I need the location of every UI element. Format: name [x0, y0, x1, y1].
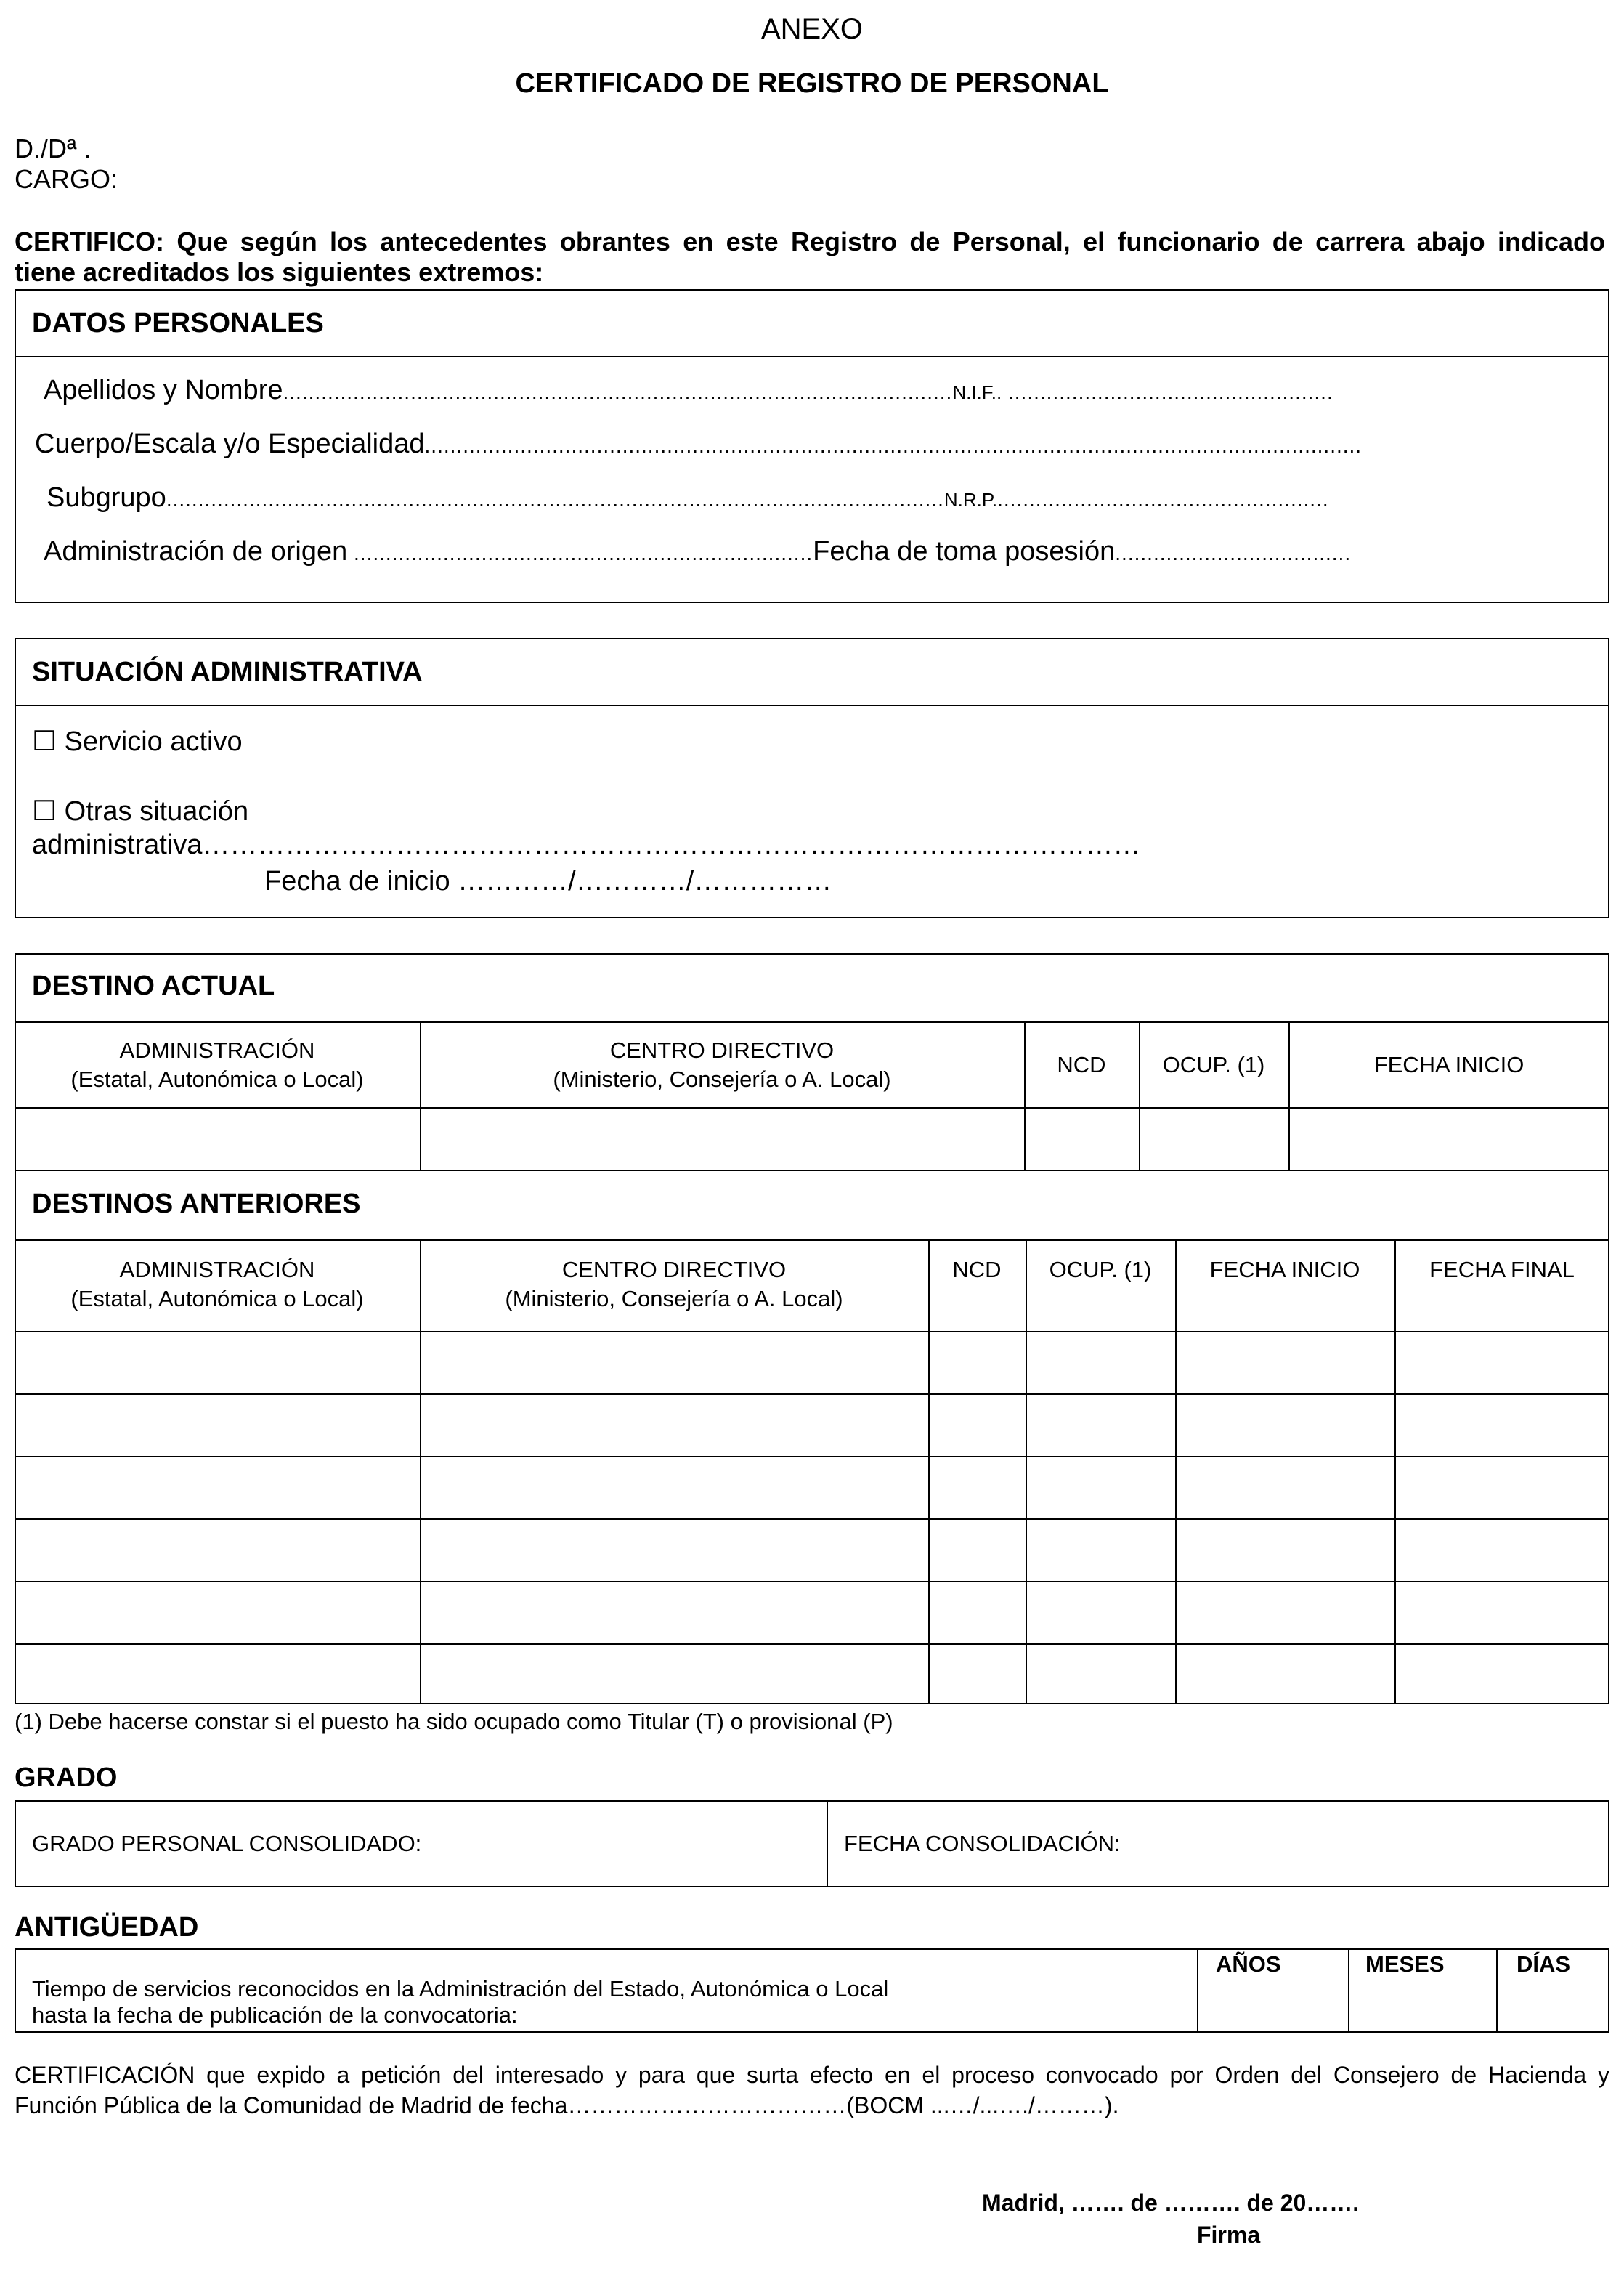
corps-dots: ...................................................................................................................................................	[424, 434, 1363, 457]
checkbox-icon[interactable]: ☐	[32, 796, 57, 827]
current-col-center-sub: (Ministerio, Consejería o A. Local)	[553, 1066, 891, 1092]
previous-col-line	[1175, 1239, 1177, 1704]
previous-col-line	[1394, 1239, 1396, 1704]
previous-col-start: FECHA INICIO	[1209, 1257, 1360, 1282]
previous-col-admin	[15, 1255, 420, 1313]
annex-label: ANEXO	[760, 13, 864, 45]
origin-label: Administración de origen	[44, 536, 348, 567]
situation-divider	[15, 705, 1609, 706]
closing-line-2: Función Pública de la Comunidad de Madrid de fecha………………………………(BOCM ...…/...…./………).	[15, 2092, 1119, 2118]
possession-dots: .....................................	[1115, 542, 1352, 564]
seniority-col-months: MESES	[1365, 1951, 1445, 1977]
certify-line-2: tiene acreditados los siguientes extremos:	[15, 257, 544, 287]
seniority-heading: ANTIGÜEDAD	[15, 1912, 199, 1943]
previous-posts-heading: DESTINOS ANTERIORES	[32, 1189, 361, 1219]
previous-col-ncd: NCD	[952, 1257, 1002, 1282]
name-dots: .........................................................................................................	[283, 381, 953, 403]
seniority-col-line	[1496, 1948, 1498, 2033]
current-col-start: FECHA INICIO	[1373, 1052, 1524, 1077]
grade-date-label: FECHA CONSOLIDACIÓN:	[844, 1831, 1121, 1856]
other-situation-dots: …………………………………………………………………………………………	[202, 830, 1141, 860]
current-row-bottom	[15, 1170, 1609, 1171]
previous-header-top	[15, 1239, 1609, 1241]
current-col-ncd: NCD	[1057, 1052, 1106, 1077]
closing-line-1: CERTIFICACIÓN que expido a petición del interesado y para que surta efecto en el proceso convocado por Orden del Consejero de Hacienda y	[15, 2062, 1609, 2088]
grade-consolidated-label: GRADO PERSONAL CONSOLIDADO:	[32, 1831, 422, 1856]
situation-heading: SITUACIÓN ADMINISTRATIVA	[32, 657, 423, 687]
seniority-col-days: DÍAS	[1517, 1951, 1571, 1977]
personal-subgroup-row	[46, 482, 1329, 514]
grade-divider	[827, 1800, 828, 1887]
current-col-line	[1288, 1021, 1290, 1170]
current-col-admin-sub: (Estatal, Autonómica o Local)	[70, 1066, 364, 1092]
previous-row-line	[15, 1393, 1609, 1395]
start-date-dots: …………/…………/……………	[450, 866, 832, 896]
current-post-heading: DESTINO ACTUAL	[32, 971, 275, 1001]
seniority-col-years: AÑOS	[1216, 1951, 1281, 1977]
nrp-label: N.R.P.	[943, 489, 998, 511]
nrp-dots: ....................................................	[997, 488, 1329, 511]
origin-dots: ........................................................................	[347, 542, 813, 564]
previous-row-line	[15, 1643, 1609, 1645]
current-col-admin	[15, 1036, 420, 1094]
previous-header-bottom	[15, 1331, 1609, 1332]
personal-origin-row	[44, 536, 1351, 567]
previous-col-line	[928, 1239, 930, 1704]
previous-col-center-title: CENTRO DIRECTIVO	[561, 1257, 787, 1282]
other-situation-label: Otras situación	[64, 796, 249, 827]
nif-label: N.I.F..	[952, 381, 1002, 403]
seniority-text-2: hasta la fecha de publicación de la convocatoria:	[32, 2002, 518, 2028]
seniority-col-line	[1348, 1948, 1349, 2033]
personal-divider	[15, 356, 1609, 357]
current-col-admin-title: ADMINISTRACIÓN	[119, 1037, 315, 1063]
grade-heading: GRADO	[15, 1762, 118, 1793]
previous-col-center	[420, 1255, 928, 1313]
signer-position-label: CARGO:	[15, 164, 118, 194]
seniority-text-1: Tiempo de servicios reconocidos en la Administración del Estado, Autonómica o Local	[32, 1976, 889, 2001]
active-service-label: Servicio activo	[64, 726, 243, 757]
name-label: Apellidos y Nombre	[44, 375, 283, 405]
checkbox-icon[interactable]: ☐	[32, 726, 57, 757]
personal-heading: DATOS PERSONALES	[32, 308, 324, 339]
place-date-line: Madrid, ……. de ………. de 20…….	[982, 2190, 1360, 2216]
ocup-footnote: (1) Debe hacerse constar si el puesto ha sido ocupado como Titular (T) o provisional (P)	[15, 1709, 893, 1734]
signature-label: Firma	[1197, 2222, 1261, 2248]
possession-label: Fecha de toma posesión	[813, 536, 1116, 567]
current-col-line	[1139, 1021, 1140, 1170]
previous-col-center-sub: (Ministerio, Consejería o A. Local)	[505, 1286, 843, 1311]
previous-col-admin-sub: (Estatal, Autonómica o Local)	[70, 1286, 364, 1311]
previous-col-end: FECHA FINAL	[1429, 1257, 1575, 1282]
nif-dots: ...................................................	[1002, 381, 1333, 403]
current-header-top	[15, 1021, 1609, 1023]
start-date-label: Fecha de inicio	[264, 866, 450, 896]
corps-label: Cuerpo/Escala y/o Especialidad	[35, 429, 425, 459]
previous-row-line	[15, 1581, 1609, 1582]
subgroup-label: Subgrupo	[46, 482, 166, 513]
start-date-row	[264, 866, 832, 897]
current-col-center	[420, 1036, 1024, 1094]
active-service-row[interactable]	[32, 725, 243, 758]
subgroup-dots: ..........................................................................................................................	[166, 488, 944, 511]
other-situation-label-2: administrativa	[32, 830, 203, 860]
personal-name-row	[44, 375, 1333, 406]
seniority-col-line	[1197, 1948, 1198, 2033]
personal-corps-row	[35, 429, 1362, 460]
previous-row-line	[15, 1456, 1609, 1457]
document-title: CERTIFICADO DE REGISTRO DE PERSONAL	[515, 68, 1109, 99]
previous-col-ocup: OCUP. (1)	[1049, 1257, 1152, 1282]
current-col-line	[1024, 1021, 1026, 1170]
previous-col-admin-title: ADMINISTRACIÓN	[119, 1257, 315, 1282]
previous-row-line	[15, 1518, 1609, 1520]
certify-line-1: CERTIFICO: Que según los antecedentes obrantes en este Registro de Personal, el funcionario de carrera abajo indicado	[15, 227, 1605, 256]
current-col-center-title: CENTRO DIRECTIVO	[609, 1037, 835, 1063]
current-col-ocup: OCUP. (1)	[1162, 1052, 1265, 1077]
other-situation-row[interactable]	[32, 795, 248, 827]
previous-col-line	[1026, 1239, 1027, 1704]
signer-name-label: D./Dª .	[15, 134, 92, 163]
current-header-bottom	[15, 1107, 1609, 1109]
other-situation-line	[32, 830, 1140, 861]
